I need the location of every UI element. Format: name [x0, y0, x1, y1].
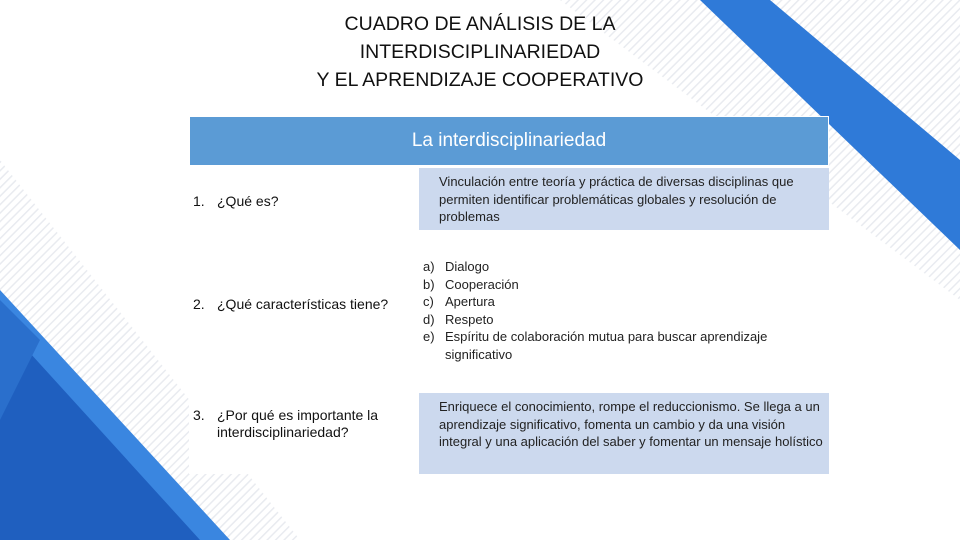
- list-item: e) Espíritu de colaboración mutua para buscar aprendizaje significativo: [423, 329, 768, 362]
- question-number-3: 3.: [193, 407, 205, 423]
- question-cell-3: [189, 393, 417, 474]
- question-number-2: 2.: [193, 296, 205, 312]
- list-item: d) Respeto: [423, 311, 494, 327]
- question-cell-2: [189, 232, 417, 391]
- answer-text-1: Vinculación entre teoría y práctica de diversas disciplinas que permiten identificar problemáticas globales y resolución de problemas: [439, 174, 794, 224]
- analysis-table: [189, 116, 829, 474]
- list-item: c) Apertura: [423, 294, 495, 309]
- question-cell-1: [189, 168, 417, 230]
- characteristics-list: [423, 258, 823, 363]
- answer-cell-2: [419, 232, 829, 391]
- answer-cell-1: [419, 168, 829, 230]
- question-text-3: ¿Por qué es importante la interdisciplinariedad?: [217, 407, 379, 440]
- title-line-1: CUADRO DE ANÁLISIS DE LA: [344, 13, 616, 35]
- question-text-1: ¿Qué es?: [217, 193, 279, 209]
- question-number-1: 1.: [193, 193, 205, 209]
- question-text-2: ¿Qué características tiene?: [217, 296, 389, 312]
- table-row-3: [189, 391, 829, 474]
- title-line-3: Y EL APRENDIZAJE COOPERATIVO: [316, 69, 644, 91]
- list-item: b) Cooperación: [423, 276, 519, 292]
- title-line-2: INTERDISCIPLINARIEDAD: [359, 41, 601, 63]
- table-header: La interdisciplinariedad: [189, 116, 829, 166]
- answer-cell-3: [419, 393, 829, 474]
- table-row-1: [189, 166, 829, 230]
- table-row-2: [189, 230, 829, 391]
- page-title: [0, 10, 960, 94]
- answer-text-3: Enriquece el conocimiento, rompe el reduccionismo. Se llega a un aprendizaje significativo, fomenta un cambio y da una visión integral y una aplicación del saber y fomentar un mensaje holístico: [439, 399, 823, 449]
- list-item: a) Dialogo: [423, 259, 490, 274]
